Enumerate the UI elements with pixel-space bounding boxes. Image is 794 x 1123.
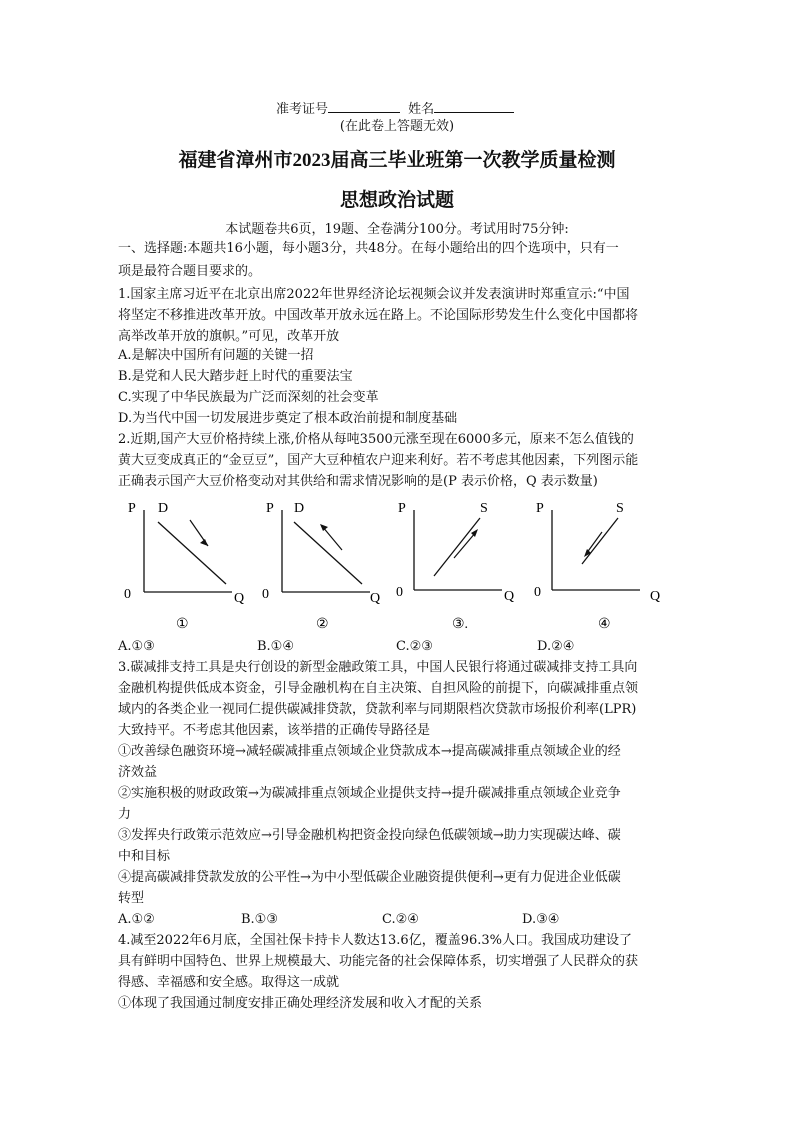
q3-item-1-cont: 济效益 — [118, 765, 158, 780]
graph-4-arrow-icon — [584, 549, 591, 557]
q2-option-b: B.①④ — [257, 639, 294, 654]
q4-stem-line: 得感、幸福感和安全感。取得这一成就 — [118, 975, 340, 990]
graph-4-origin-label: 0 — [534, 585, 541, 600]
q1-option-c: C.实现了中华民族最为广泛而深刻的社会变革 — [118, 390, 379, 405]
exam-title: 福建省漳州市2023届高三毕业班第一次教学质量检测 — [178, 150, 616, 171]
graph-1-curve-label: D — [158, 501, 169, 516]
q4-item-1: ①体现了我国通过制度安排正确处理经济发展和收入才配的关系 — [118, 996, 483, 1011]
graph-4-curve-label: S — [616, 501, 624, 516]
q3-item-1: ①改善绿色融资环境→减轻碳减排重点领域企业贷款成本→提高碳减排重点领域企业的经 — [118, 744, 621, 759]
graph-4-p-label: P — [536, 501, 544, 516]
q3-stem-line: 金融机构提供低成本资金，引导金融机构在自主决策、自担风险的前提下，向碳减排重点领 — [118, 681, 639, 696]
q3-item-4-cont: 转型 — [118, 891, 145, 906]
q4-stem-line: 4.减至2022年6月底，全国社保卡持卡人数达13.6亿，覆盖96.3%人口。我国成功建设了 — [118, 933, 633, 948]
q1-stem-line: 高举改革开放的旗帜。”可见，改革开放 — [118, 329, 340, 344]
graph-3-origin-label: 0 — [396, 585, 403, 600]
q1-stem-line: 1.国家主席习近平在北京出席2022年世界经济论坛视频会议并发表演讲时郑重宣示:“中国 — [118, 287, 630, 302]
q1-stem-line: 将坚定不移推进改革开放。中国改革开放永远在路上。不论国际形势发生什么变化中国都将 — [118, 308, 639, 323]
exam-info-line — [276, 99, 514, 119]
q3-item-3-cont: 中和目标 — [118, 849, 171, 864]
q3-option-a: A.①② — [118, 912, 155, 927]
q1-option-b: B.是党和人民大踏步赶上时代的重要法宝 — [118, 369, 353, 384]
exam-number-label: 准考证号 — [276, 102, 329, 117]
q1-option-a: A.是解决中国所有问题的关键一招 — [118, 348, 314, 363]
q3-option-d: D.③④ — [522, 912, 560, 927]
graph-1-curve — [158, 522, 226, 584]
q3-stem-line: 3.碳减排支持工具是央行创设的新型金融政策工具，中国人民银行将通过碳减排支持工具向 — [118, 660, 638, 675]
graph-1-number: ① — [176, 617, 189, 632]
name-blank — [434, 99, 514, 113]
graph-1-q-label: Q — [234, 591, 245, 606]
graph-3-p-label: P — [398, 501, 406, 516]
q3-option-b: B.①③ — [241, 912, 278, 927]
q2-stem-line: 正确表示国产大豆价格变动对其供给和需求情况影响的是(P 表示价格，Q 表示数量) — [118, 474, 598, 489]
graph-3-curve-label: S — [480, 501, 488, 516]
graph-4-q-label: Q — [650, 589, 661, 604]
q3-item-3: ③发挥央行政策示范效应→引导金融机构把资金投向绿色低碳领域→助力实现碳达峰、碳 — [118, 828, 621, 843]
graph-2-curve-label: D — [294, 501, 305, 516]
graph-1-origin-label: 0 — [124, 587, 131, 602]
exam-subtitle: 思想政治试题 — [339, 190, 454, 211]
q3-stem-line: 大致持平。不考虑其他因素，该举措的正确传导路径是 — [118, 723, 431, 738]
q2-option-d: D.②④ — [537, 639, 575, 654]
section-heading-cont: 项是最符合题目要求的。 — [118, 264, 262, 279]
answer-note: (在此卷上答题无效) — [339, 119, 455, 134]
graph-4-curve — [582, 518, 618, 564]
graph-3-q-label: Q — [504, 589, 515, 604]
q2-option-a: A.①③ — [118, 639, 155, 654]
graph-4-number: ④ — [598, 617, 611, 632]
graph-2-origin-label: 0 — [262, 587, 269, 602]
graph-2 — [258, 498, 398, 638]
q3-item-2-cont: 力 — [118, 807, 132, 822]
graph-3-number: ③. — [452, 617, 469, 632]
q2-stem-line: 2.近期,国产大豆价格持续上涨,价格从每吨3500元涨至现在6000多元，原来不怎么值钱的 — [118, 432, 634, 447]
graph-4 — [530, 498, 670, 638]
q3-item-2: ②实施积极的财政政策→为碳减排重点领域企业提供支持→提升碳减排重点领域企业竞争 — [118, 786, 621, 801]
exam-intro: 本试题卷共6页，19题、全卷满分100分。考试用时75分钟: — [225, 222, 569, 237]
graph-3-curve — [434, 518, 480, 576]
q2-option-c: C.②③ — [396, 639, 433, 654]
graph-2-arrow-icon — [320, 524, 328, 531]
graph-1-p-label: P — [128, 501, 136, 516]
q1-option-d: D.为当代中国一切发展进步奠定了根本政治前提和制度基础 — [118, 411, 458, 426]
q2-stem-line: 黄大豆变成真正的“金豆豆”，国产大豆种植农户迎来利好。若不考虑其他因素，下列图示能 — [118, 453, 639, 468]
q4-stem-line: 具有鲜明中国特色、世界上规模最大、功能完备的社会保障体系，切实增强了人民群众的获 — [118, 954, 639, 969]
graph-2-curve — [294, 522, 362, 584]
graph-1-arrow-icon — [200, 539, 208, 546]
graph-3 — [394, 498, 534, 638]
section-heading: 一、选择题:本题共16小题，每小题3分，共48分。在每小题给出的四个选项中，只有一 — [118, 241, 619, 256]
graph-2-p-label: P — [266, 501, 274, 516]
q3-stem-line: 域内的各类企业一视同仁提供碳减排贷款，贷款利率与同期限档次贷款市场报价利率(LPR) — [118, 702, 637, 717]
graph-2-q-label: Q — [370, 591, 381, 606]
exam-number-blank — [328, 99, 400, 113]
q3-option-c: C.②④ — [382, 912, 419, 927]
name-label: 姓名 — [408, 102, 435, 117]
graph-2-number: ② — [316, 617, 329, 632]
q3-item-4: ④提高碳减排贷款发放的公平性→为中小型低碳企业融资提供便利→更有力促进企业低碳 — [118, 870, 621, 885]
graph-1 — [120, 498, 260, 638]
